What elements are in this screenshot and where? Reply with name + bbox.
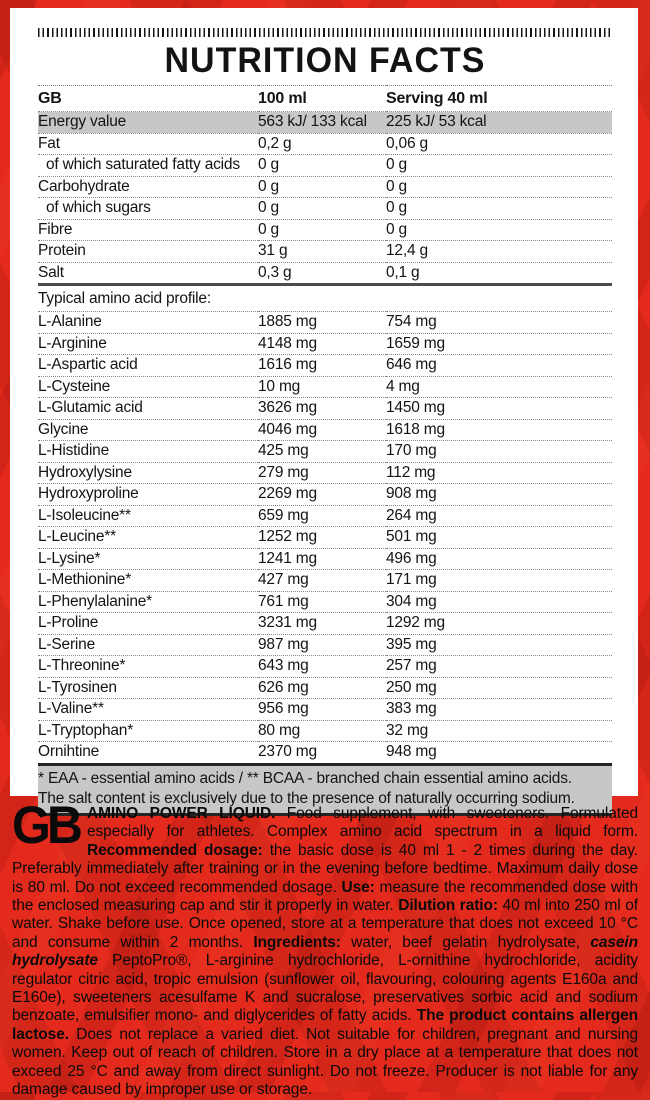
- nutrient-name: L-Lysine*: [38, 548, 258, 570]
- value-serving: 496 mg: [386, 548, 612, 570]
- value-serving: 0,06 g: [386, 133, 612, 155]
- value-100ml: 626 mg: [258, 677, 386, 699]
- table-row: [38, 198, 612, 220]
- table-row: [38, 570, 612, 592]
- value-serving: 646 mg: [386, 355, 612, 377]
- nutrient-name: of which saturated fatty acids: [38, 155, 258, 177]
- nutrient-name: L-Aspartic acid: [38, 355, 258, 377]
- nutrient-name: Protein: [38, 241, 258, 263]
- nutrient-name: Hydroxylysine: [38, 462, 258, 484]
- footnote-salt: The salt content is exclusively due to the presence of naturally occurring sodium.: [38, 789, 575, 807]
- table-row: [38, 176, 612, 198]
- info-segment: measure the recommended dose with the enclosed measuring cap and stir it properly in water.: [12, 878, 638, 915]
- column-header-serving: Serving 40 ml: [386, 86, 612, 112]
- nutrient-name: Hydroxyproline: [38, 484, 258, 506]
- amino-rows: [38, 312, 612, 763]
- table-row: [38, 398, 612, 420]
- table-row: [38, 219, 612, 241]
- table-row: [38, 355, 612, 377]
- barcode-divider: [38, 28, 612, 37]
- info-section: [0, 795, 650, 1099]
- value-100ml: 1885 mg: [258, 312, 386, 334]
- table-row: [38, 484, 612, 506]
- value-serving: 1618 mg: [386, 419, 612, 441]
- value-100ml: 0 g: [258, 219, 386, 241]
- value-100ml: 425 mg: [258, 441, 386, 463]
- info-segment: the basic dose is 40 ml 1 - 2 times during the day. Preferably immediately after training or in the evening before bedtime. Maximum daily dose is 80 ml. Do not exceed recommended dosage.: [12, 841, 638, 896]
- table-row: [38, 742, 612, 763]
- value-serving: 264 mg: [386, 505, 612, 527]
- value-serving: 0 g: [386, 198, 612, 220]
- value-100ml: 4148 mg: [258, 333, 386, 355]
- value-serving: 12,4 g: [386, 241, 612, 263]
- value-serving: 1450 mg: [386, 398, 612, 420]
- value-serving: 1292 mg: [386, 613, 612, 635]
- table-row: [38, 656, 612, 678]
- value-100ml: 987 mg: [258, 634, 386, 656]
- table-row: [38, 527, 612, 549]
- table-row: [38, 155, 612, 177]
- value-100ml: 80 mg: [258, 720, 386, 742]
- nutrition-facts-title: NUTRITION FACTS: [164, 40, 486, 81]
- value-100ml: 0 g: [258, 176, 386, 198]
- value-100ml: 0,2 g: [258, 133, 386, 155]
- table-row: [38, 112, 612, 134]
- nutrient-name: L-Proline: [38, 613, 258, 635]
- nutrient-name: Fat: [38, 133, 258, 155]
- nutrient-name: L-Glutamic acid: [38, 398, 258, 420]
- nutrient-name: L-Valine**: [38, 699, 258, 721]
- nutrient-name: of which sugars: [38, 198, 258, 220]
- value-serving: 32 mg: [386, 720, 612, 742]
- value-serving: 225 kJ/ 53 kcal: [386, 112, 612, 134]
- value-100ml: 279 mg: [258, 462, 386, 484]
- table-row: [38, 505, 612, 527]
- table-row: [38, 591, 612, 613]
- table-row: [38, 133, 612, 155]
- table-row: [38, 262, 612, 285]
- nutrition-table: [38, 85, 612, 763]
- nutrient-name: L-Phenylalanine*: [38, 591, 258, 613]
- table-row: [38, 677, 612, 699]
- nutrient-name: L-Tyrosinen: [38, 677, 258, 699]
- value-serving: 250 mg: [386, 677, 612, 699]
- nutrient-name: L-Leucine**: [38, 527, 258, 549]
- table-row: [38, 634, 612, 656]
- value-100ml: 4046 mg: [258, 419, 386, 441]
- info-segment: 40 ml into 250 ml of water. Shake before use. Once opened, store at a temperature that does not exceed 10 °C and consume within 2 months.: [12, 897, 638, 951]
- nutrient-name: L-Threonine*: [38, 656, 258, 678]
- info-segment: casein hydrolysate: [12, 933, 638, 970]
- table-row: [38, 548, 612, 570]
- value-100ml: 0 g: [258, 198, 386, 220]
- table-row: [38, 241, 612, 263]
- value-100ml: 2370 mg: [258, 742, 386, 763]
- value-serving: 171 mg: [386, 570, 612, 592]
- nutrient-name: L-Histidine: [38, 441, 258, 463]
- value-100ml: 1252 mg: [258, 527, 386, 549]
- value-100ml: 1616 mg: [258, 355, 386, 377]
- nutrient-name: Glycine: [38, 419, 258, 441]
- nutrient-name: L-Arginine: [38, 333, 258, 355]
- column-header-language: GB: [38, 86, 258, 112]
- table-row: [38, 613, 612, 635]
- value-100ml: 3626 mg: [258, 398, 386, 420]
- value-100ml: 31 g: [258, 241, 386, 263]
- value-serving: 383 mg: [386, 699, 612, 721]
- column-header-100ml: 100 ml: [258, 86, 386, 112]
- value-serving: 112 mg: [386, 462, 612, 484]
- value-serving: 170 mg: [386, 441, 612, 463]
- info-segment: Recommended dosage:: [87, 841, 263, 859]
- nutrient-rows: [38, 112, 612, 285]
- nutrient-name: L-Serine: [38, 634, 258, 656]
- info-segment: Does not replace a varied diet. Not suitable for children, pregnant and nursing women. Keep out of reach of children. Store in a dry place at a temperature that does not exceed 25 °C and away from direct sunlight. Do not freeze. Producer is not liable for any damage caused by improper use or storage.: [12, 1025, 638, 1099]
- value-100ml: 761 mg: [258, 591, 386, 613]
- value-100ml: 0 g: [258, 155, 386, 177]
- amino-section-title: Typical amino acid profile:: [38, 285, 612, 312]
- value-serving: 948 mg: [386, 742, 612, 763]
- footnote-eaa-bcaa: * EAA - essential amino acids / ** BCAA - branched chain essential amino acids.: [38, 769, 572, 787]
- nutrient-name: L-Methionine*: [38, 570, 258, 592]
- table-row: [38, 720, 612, 742]
- value-serving: 0 g: [386, 176, 612, 198]
- value-serving: 4 mg: [386, 376, 612, 398]
- info-segment: PeptoPro®, L-arginine hydrochloride, L-ornithine hydrochloride, acidity regulator citric acid, tropic emulsion (sunflower oil, flavouring, colouring agents E160a and E160e), sweeteners acesulfame K and sucralose, preservatives sorbic acid and sodium benzoate, emulsifier mono- and diglycerides of fatty acids.: [12, 952, 638, 1025]
- info-segment: AMINO POWER LIQUID.: [87, 805, 276, 822]
- value-serving: 0 g: [386, 155, 612, 177]
- language-code-dropcap: GB: [12, 795, 79, 855]
- value-serving: 501 mg: [386, 527, 612, 549]
- value-100ml: 563 kJ/ 133 kcal: [258, 112, 386, 134]
- value-serving: 908 mg: [386, 484, 612, 506]
- value-100ml: 643 mg: [258, 656, 386, 678]
- value-100ml: 427 mg: [258, 570, 386, 592]
- info-segment: Food supplement, with sweeteners. Formulated especially for athletes. Complex amino acid spectrum in a liquid form.: [87, 805, 638, 841]
- nutrient-name: L-Alanine: [38, 312, 258, 334]
- table-row: [38, 419, 612, 441]
- value-serving: 1659 mg: [386, 333, 612, 355]
- info-segment: water, beef gelatin hydrolysate,: [340, 933, 591, 951]
- value-100ml: 3231 mg: [258, 613, 386, 635]
- nutrient-name: L-Cysteine: [38, 376, 258, 398]
- table-row: [38, 312, 612, 334]
- nutrition-facts-panel: [10, 8, 638, 807]
- value-100ml: 1241 mg: [258, 548, 386, 570]
- info-segment: Ingredients:: [253, 933, 341, 951]
- value-serving: 754 mg: [386, 312, 612, 334]
- nutrient-name: Fibre: [38, 219, 258, 241]
- nutrient-name: Carbohydrate: [38, 176, 258, 198]
- value-serving: 304 mg: [386, 591, 612, 613]
- nutrient-name: Salt: [38, 262, 258, 285]
- value-serving: 257 mg: [386, 656, 612, 678]
- nutrient-name: Ornihtine: [38, 742, 258, 763]
- table-row: [38, 441, 612, 463]
- value-100ml: 10 mg: [258, 376, 386, 398]
- info-segment: The product contains allergen lactose.: [12, 1007, 638, 1043]
- value-serving: 395 mg: [386, 634, 612, 656]
- info-segment: Use:: [341, 878, 375, 896]
- value-serving: 0 g: [386, 219, 612, 241]
- table-row: [38, 376, 612, 398]
- nutrient-name: L-Tryptophan*: [38, 720, 258, 742]
- table-row: [38, 699, 612, 721]
- table-row: [38, 462, 612, 484]
- nutrient-name: L-Isoleucine**: [38, 505, 258, 527]
- table-header-row: [38, 86, 612, 112]
- info-segment: Dilution ratio:: [398, 897, 498, 915]
- value-100ml: 0,3 g: [258, 262, 386, 285]
- table-row: [38, 333, 612, 355]
- value-100ml: 659 mg: [258, 505, 386, 527]
- value-100ml: 956 mg: [258, 699, 386, 721]
- value-serving: 0,1 g: [386, 262, 612, 285]
- amino-section-header: [38, 285, 612, 312]
- nutrient-name: Energy value: [38, 112, 258, 134]
- value-100ml: 2269 mg: [258, 484, 386, 506]
